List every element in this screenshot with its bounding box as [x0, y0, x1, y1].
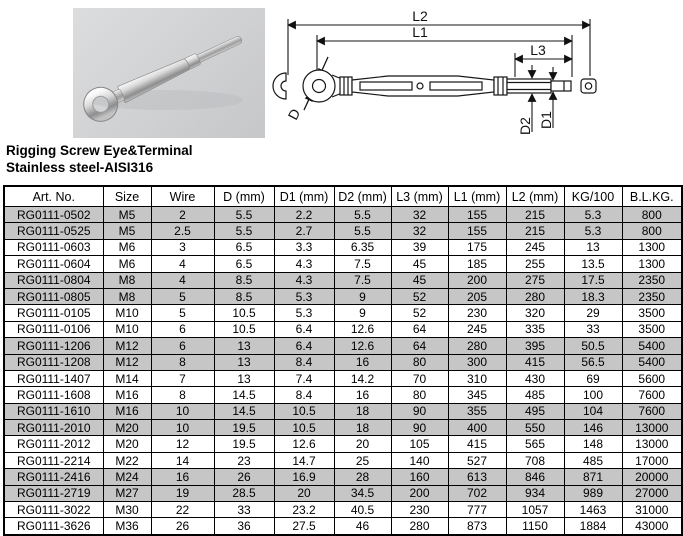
table-row — [4, 469, 682, 485]
table-cell: 10 — [151, 403, 214, 419]
table-cell: 708 — [506, 452, 564, 468]
table-row — [4, 207, 682, 223]
table-cell: 3500 — [622, 305, 682, 321]
table-cell: 10.5 — [274, 403, 334, 419]
table-cell: 31000 — [622, 502, 682, 518]
table-cell: 5.5 — [334, 207, 391, 223]
table-cell: 3500 — [622, 321, 682, 337]
table-cell: 230 — [448, 305, 506, 321]
table-cell: 275 — [506, 272, 564, 288]
table-row — [4, 387, 682, 403]
table-row — [4, 518, 682, 535]
table-row — [4, 502, 682, 518]
table-cell: 430 — [506, 370, 564, 386]
table-row — [4, 354, 682, 370]
table-cell: 702 — [448, 485, 506, 501]
table-cell: 17.5 — [564, 272, 622, 288]
table-cell: 3 — [151, 239, 214, 255]
table-cell: 310 — [448, 370, 506, 386]
table-cell: 4 — [151, 256, 214, 272]
table-cell: 5.3 — [564, 207, 622, 223]
table-cell: 5.5 — [334, 223, 391, 239]
table-cell: M10 — [103, 321, 151, 337]
table-row — [4, 256, 682, 272]
table-cell: RG0111-0525 — [4, 223, 103, 239]
table-cell: 320 — [506, 305, 564, 321]
page-subtitle: Stainless steel-AISI316 — [6, 160, 154, 175]
table-cell: 52 — [391, 305, 448, 321]
table-cell: 485 — [506, 387, 564, 403]
table-cell: M27 — [103, 485, 151, 501]
table-cell: RG0111-1208 — [4, 354, 103, 370]
column-header-size: Size — [103, 186, 151, 207]
table-header-row — [4, 186, 682, 207]
table-cell: M30 — [103, 502, 151, 518]
table-row — [4, 452, 682, 468]
table-cell: 14.7 — [274, 452, 334, 468]
table-cell: 7 — [151, 370, 214, 386]
table-cell: 34.5 — [334, 485, 391, 501]
table-cell: 16 — [334, 387, 391, 403]
table-cell: 527 — [448, 452, 506, 468]
table-cell: M16 — [103, 387, 151, 403]
table-cell: 14.2 — [334, 370, 391, 386]
table-cell: 17000 — [622, 452, 682, 468]
dim-label-d2: D2 — [517, 117, 533, 135]
table-cell: 205 — [448, 288, 506, 304]
table-cell: RG0111-0604 — [4, 256, 103, 272]
table-cell: 1057 — [506, 502, 564, 518]
table-cell: RG0111-2010 — [4, 420, 103, 436]
dim-label-d: D — [284, 105, 304, 123]
table-cell: M16 — [103, 403, 151, 419]
table-cell: RG0111-1610 — [4, 403, 103, 419]
table-cell: RG0111-0804 — [4, 272, 103, 288]
table-cell: RG0111-2416 — [4, 469, 103, 485]
table-cell: 200 — [391, 485, 448, 501]
table-cell: 33 — [564, 321, 622, 337]
table-cell: 104 — [564, 403, 622, 419]
table-cell: RG0111-1608 — [4, 387, 103, 403]
table-cell: 19.5 — [214, 420, 274, 436]
table-cell: 8.4 — [274, 387, 334, 403]
table-cell: RG0111-0603 — [4, 239, 103, 255]
table-cell: 245 — [448, 321, 506, 337]
table-row — [4, 305, 682, 321]
table-cell: 100 — [564, 387, 622, 403]
table-cell: M24 — [103, 469, 151, 485]
table-cell: 255 — [506, 256, 564, 272]
table-cell: 415 — [448, 436, 506, 452]
table-cell: 8.5 — [214, 288, 274, 304]
table-cell: 215 — [506, 207, 564, 223]
table-cell: 9 — [334, 305, 391, 321]
column-header-l3: L3 (mm) — [391, 186, 448, 207]
table-cell: 45 — [391, 256, 448, 272]
table-cell: 3.3 — [274, 239, 334, 255]
table-cell: 7.4 — [274, 370, 334, 386]
table-row — [4, 485, 682, 501]
table-cell: 146 — [564, 420, 622, 436]
table-cell: 148 — [564, 436, 622, 452]
table-cell: M20 — [103, 436, 151, 452]
table-cell: 871 — [564, 469, 622, 485]
table-cell: 5400 — [622, 354, 682, 370]
table-cell: 5.3 — [274, 305, 334, 321]
table-cell: 13 — [564, 239, 622, 255]
table-cell: 32 — [391, 223, 448, 239]
table-cell: 20000 — [622, 469, 682, 485]
table-cell: RG0111-2012 — [4, 436, 103, 452]
table-cell: M22 — [103, 452, 151, 468]
table-cell: M20 — [103, 420, 151, 436]
table-cell: M8 — [103, 288, 151, 304]
table-cell: 12.6 — [334, 338, 391, 354]
table-cell: 13 — [214, 338, 274, 354]
table-cell: 873 — [448, 518, 506, 535]
spec-table — [3, 185, 683, 536]
table-cell: 64 — [391, 338, 448, 354]
table-cell: 14 — [151, 452, 214, 468]
table-cell: 345 — [448, 387, 506, 403]
dimension-diagram — [268, 3, 683, 143]
table-cell: 69 — [564, 370, 622, 386]
table-cell: 355 — [448, 403, 506, 419]
table-cell: 26 — [151, 518, 214, 535]
table-row — [4, 272, 682, 288]
title-block — [6, 142, 193, 176]
table-cell: 10.5 — [274, 420, 334, 436]
table-row — [4, 288, 682, 304]
table-cell: 5600 — [622, 370, 682, 386]
table-cell: 20 — [334, 436, 391, 452]
table-cell: 7.5 — [334, 256, 391, 272]
column-header-kg100: KG/100 — [564, 186, 622, 207]
table-cell: 200 — [448, 272, 506, 288]
table-cell: 989 — [564, 485, 622, 501]
table-cell: 5400 — [622, 338, 682, 354]
table-cell: 28 — [334, 469, 391, 485]
table-cell: 16.9 — [274, 469, 334, 485]
table-cell: 6.5 — [214, 256, 274, 272]
table-cell: RG0111-0106 — [4, 321, 103, 337]
table-cell: 140 — [391, 452, 448, 468]
table-cell: 1300 — [622, 239, 682, 255]
table-cell: 33 — [214, 502, 274, 518]
table-cell: 777 — [448, 502, 506, 518]
table-cell: 2.7 — [274, 223, 334, 239]
column-header-l2: L2 (mm) — [506, 186, 564, 207]
table-row — [4, 420, 682, 436]
table-cell: 18 — [334, 403, 391, 419]
table-cell: 90 — [391, 420, 448, 436]
dim-label-l2: L2 — [412, 8, 428, 24]
table-cell: 4 — [151, 272, 214, 288]
rigging-screw-photo-art — [73, 8, 265, 138]
table-cell: 185 — [448, 256, 506, 272]
table-cell: 8 — [151, 387, 214, 403]
table-cell: 13 — [214, 354, 274, 370]
table-row — [4, 403, 682, 419]
table-cell: 32 — [391, 207, 448, 223]
table-cell: 8 — [151, 354, 214, 370]
table-cell: 846 — [506, 469, 564, 485]
table-cell: 70 — [391, 370, 448, 386]
table-cell: 2.5 — [151, 223, 214, 239]
table-row — [4, 239, 682, 255]
table-row — [4, 436, 682, 452]
table-cell: 80 — [391, 354, 448, 370]
column-header-art-no: Art. No. — [4, 186, 103, 207]
table-cell: M6 — [103, 256, 151, 272]
table-cell: M12 — [103, 354, 151, 370]
table-cell: 1884 — [564, 518, 622, 535]
table-cell: RG0111-0805 — [4, 288, 103, 304]
table-cell: 27000 — [622, 485, 682, 501]
table-cell: 28.5 — [214, 485, 274, 501]
table-cell: 5.5 — [214, 207, 274, 223]
table-cell: 8.4 — [274, 354, 334, 370]
table-cell: 1150 — [506, 518, 564, 535]
column-header-wire: Wire — [151, 186, 214, 207]
table-cell: 5.3 — [274, 288, 334, 304]
table-cell: RG0111-3022 — [4, 502, 103, 518]
table-cell: 23 — [214, 452, 274, 468]
table-cell: M8 — [103, 272, 151, 288]
table-cell: 12 — [151, 436, 214, 452]
table-cell: 45 — [391, 272, 448, 288]
table-cell: 300 — [448, 354, 506, 370]
table-cell: 18.3 — [564, 288, 622, 304]
table-cell: 175 — [448, 239, 506, 255]
table-cell: 10.5 — [214, 321, 274, 337]
table-cell: M10 — [103, 305, 151, 321]
table-cell: 13000 — [622, 436, 682, 452]
table-cell: 2350 — [622, 272, 682, 288]
table-cell: 50.5 — [564, 338, 622, 354]
table-row — [4, 338, 682, 354]
table-cell: 39 — [391, 239, 448, 255]
table-cell: 934 — [506, 485, 564, 501]
table-cell: 25 — [334, 452, 391, 468]
table-cell: 90 — [391, 403, 448, 419]
table-cell: 16 — [334, 354, 391, 370]
table-cell: RG0111-0502 — [4, 207, 103, 223]
table-cell: 5 — [151, 305, 214, 321]
table-cell: RG0111-0105 — [4, 305, 103, 321]
table-row — [4, 223, 682, 239]
table-cell: 27.5 — [274, 518, 334, 535]
table-cell: 12.6 — [274, 436, 334, 452]
table-cell: 19 — [151, 485, 214, 501]
table-cell: 485 — [564, 452, 622, 468]
table-cell: 395 — [506, 338, 564, 354]
table-cell: 7600 — [622, 403, 682, 419]
table-cell: 550 — [506, 420, 564, 436]
table-row — [4, 370, 682, 386]
dim-label-d1: D1 — [538, 111, 554, 129]
table-cell: 160 — [391, 469, 448, 485]
table-cell: 5.5 — [214, 223, 274, 239]
table-cell: 9 — [334, 288, 391, 304]
table-cell: 46 — [334, 518, 391, 535]
table-cell: 6.5 — [214, 239, 274, 255]
table-cell: 800 — [622, 223, 682, 239]
table-cell: 415 — [506, 354, 564, 370]
table-cell: M5 — [103, 223, 151, 239]
table-cell: 2350 — [622, 288, 682, 304]
table-cell: 565 — [506, 436, 564, 452]
column-header-d: D (mm) — [214, 186, 274, 207]
table-cell: RG0111-1407 — [4, 370, 103, 386]
table-cell: M12 — [103, 338, 151, 354]
table-cell: 36 — [214, 518, 274, 535]
table-cell: 800 — [622, 207, 682, 223]
column-header-d2: D2 (mm) — [334, 186, 391, 207]
table-cell: 10.5 — [214, 305, 274, 321]
column-header-d1: D1 (mm) — [274, 186, 334, 207]
table-cell: M14 — [103, 370, 151, 386]
table-cell: 12.6 — [334, 321, 391, 337]
table-cell: 280 — [506, 288, 564, 304]
table-cell: 52 — [391, 288, 448, 304]
table-cell: 613 — [448, 469, 506, 485]
table-row — [4, 321, 682, 337]
table-cell: 19.5 — [214, 436, 274, 452]
page-title: Rigging Screw Eye&Terminal — [6, 143, 193, 158]
table-cell: 245 — [506, 239, 564, 255]
table-cell: 6 — [151, 338, 214, 354]
table-cell: 29 — [564, 305, 622, 321]
table-cell: 155 — [448, 207, 506, 223]
table-cell: 155 — [448, 223, 506, 239]
table-cell: 280 — [448, 338, 506, 354]
table-cell: 1463 — [564, 502, 622, 518]
table-cell: 7.5 — [334, 272, 391, 288]
table-cell: 4.3 — [274, 256, 334, 272]
table-cell: 495 — [506, 403, 564, 419]
table-cell: 26 — [214, 469, 274, 485]
table-cell: 14.5 — [214, 387, 274, 403]
table-cell: 105 — [391, 436, 448, 452]
column-header-l1: L1 (mm) — [448, 186, 506, 207]
dim-label-l3: L3 — [530, 42, 546, 58]
table-cell: 2 — [151, 207, 214, 223]
table-cell: 13 — [214, 370, 274, 386]
table-cell: 335 — [506, 321, 564, 337]
table-cell: 400 — [448, 420, 506, 436]
table-cell: M36 — [103, 518, 151, 535]
table-cell: 14.5 — [214, 403, 274, 419]
table-cell: 7600 — [622, 387, 682, 403]
table-cell: 6 — [151, 321, 214, 337]
table-cell: RG0111-3626 — [4, 518, 103, 535]
table-cell: 2.2 — [274, 207, 334, 223]
table-cell: 6.4 — [274, 338, 334, 354]
table-cell: 6.35 — [334, 239, 391, 255]
table-cell: RG0111-2214 — [4, 452, 103, 468]
table-cell: 18 — [334, 420, 391, 436]
table-cell: 22 — [151, 502, 214, 518]
table-cell: 16 — [151, 469, 214, 485]
table-cell: 13000 — [622, 420, 682, 436]
table-cell: 40.5 — [334, 502, 391, 518]
product-photo — [73, 8, 265, 138]
table-cell: M6 — [103, 239, 151, 255]
spec-table-body — [4, 207, 682, 535]
table-cell: 230 — [391, 502, 448, 518]
table-cell: 280 — [391, 518, 448, 535]
table-cell: 23.2 — [274, 502, 334, 518]
table-cell: 215 — [506, 223, 564, 239]
table-cell: 43000 — [622, 518, 682, 535]
table-cell: 20 — [274, 485, 334, 501]
table-cell: RG0111-2719 — [4, 485, 103, 501]
table-cell: M5 — [103, 207, 151, 223]
table-cell: 64 — [391, 321, 448, 337]
table-cell: RG0111-1206 — [4, 338, 103, 354]
table-cell: 6.4 — [274, 321, 334, 337]
table-cell: 4.3 — [274, 272, 334, 288]
dim-label-l1: L1 — [412, 24, 428, 40]
table-cell: 80 — [391, 387, 448, 403]
table-cell: 5 — [151, 288, 214, 304]
table-cell: 5.3 — [564, 223, 622, 239]
table-cell: 56.5 — [564, 354, 622, 370]
table-cell: 13.5 — [564, 256, 622, 272]
table-cell: 10 — [151, 420, 214, 436]
table-cell: 1300 — [622, 256, 682, 272]
column-header-blkg: B.L.KG. — [622, 186, 682, 207]
table-cell: 8.5 — [214, 272, 274, 288]
